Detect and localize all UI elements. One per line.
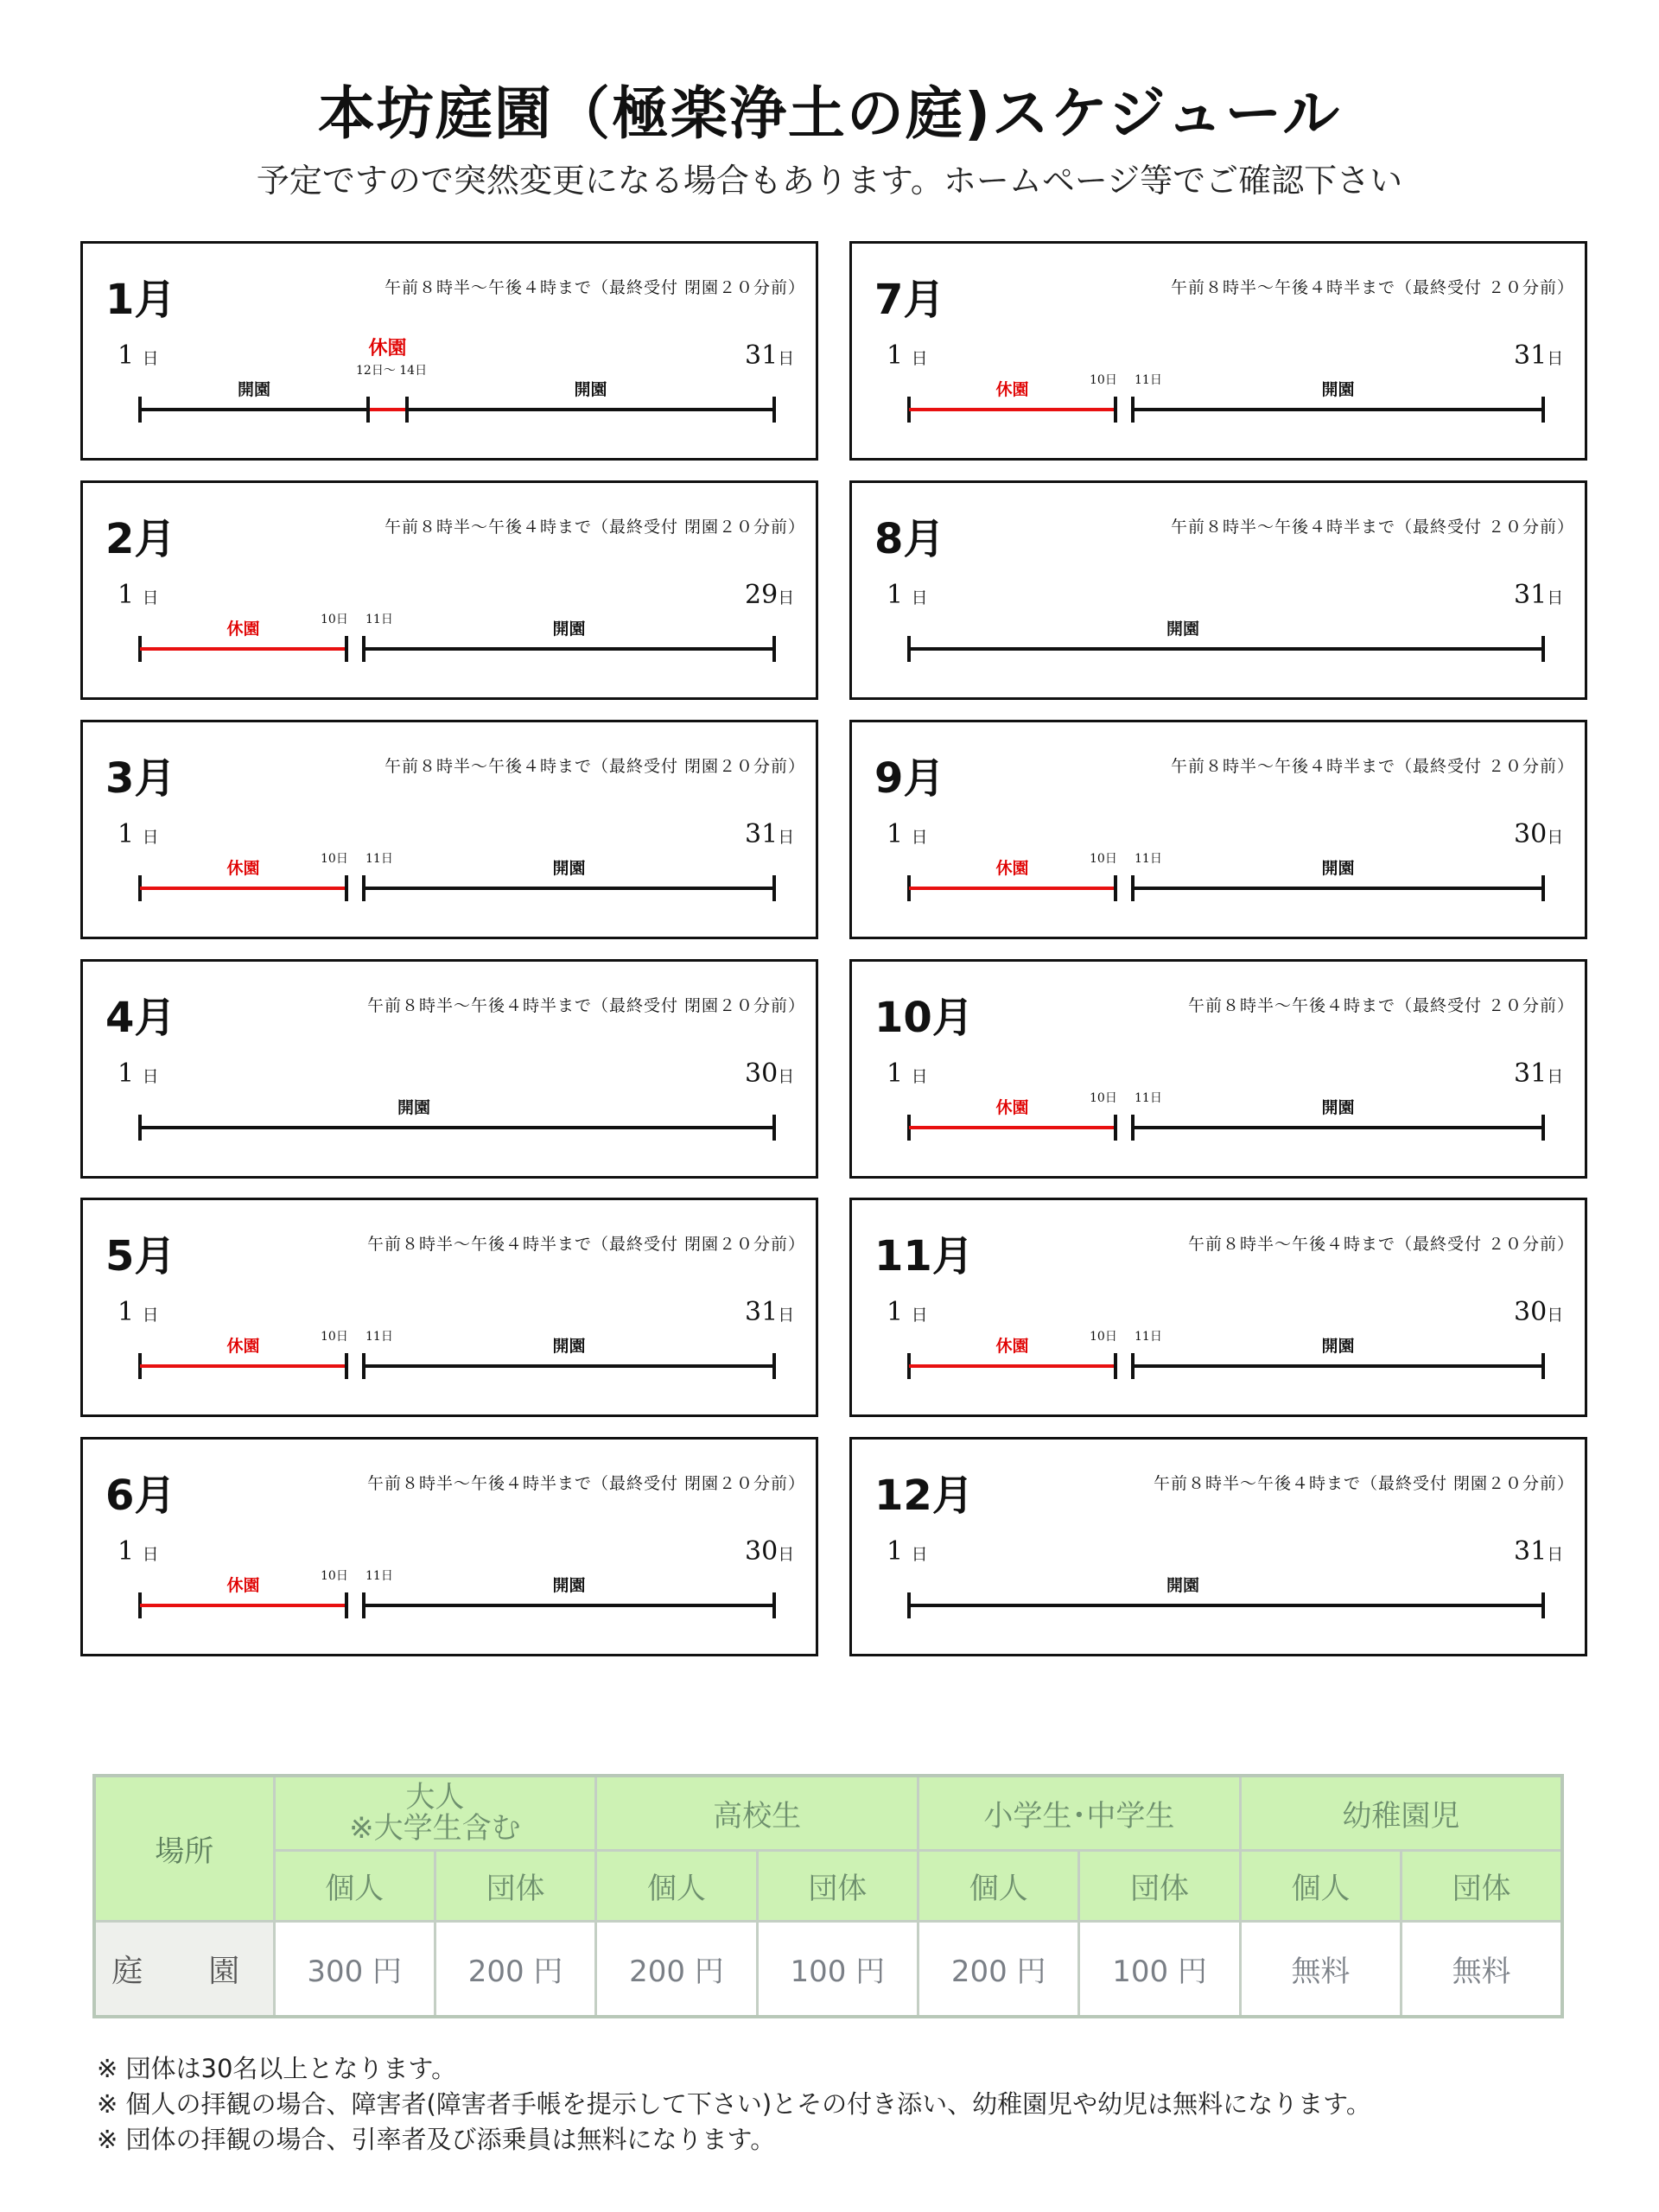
open-label: 開園 bbox=[1166, 620, 1200, 639]
closure-end-tick bbox=[345, 636, 348, 662]
fee-subheader: 団体 bbox=[1079, 1850, 1240, 1921]
opening-hours: 午前８時半～午後４時半まで（最終受付 閉園２０分前） bbox=[366, 1474, 805, 1493]
closed-end-day: 10日 bbox=[321, 1330, 348, 1344]
month-label: 1月 bbox=[105, 276, 176, 324]
fee-subheader: 個人 bbox=[596, 1850, 757, 1921]
open-label: 開園 bbox=[552, 859, 586, 878]
fee-value: 300 円 bbox=[274, 1921, 435, 2017]
open-label: 開園 bbox=[552, 1576, 586, 1595]
month-label: 3月 bbox=[105, 754, 176, 803]
closed-label: 休園 bbox=[226, 620, 260, 639]
open-label: 開園 bbox=[237, 380, 271, 399]
open-start-tick bbox=[1131, 397, 1135, 423]
open-period-line bbox=[1133, 887, 1543, 890]
closed-range-note: 12日～ 14日 bbox=[356, 364, 428, 378]
month-box bbox=[80, 1437, 818, 1656]
fee-value: 100 円 bbox=[1079, 1921, 1240, 2017]
last-day-label: 30日 bbox=[745, 1536, 795, 1567]
month-box bbox=[80, 480, 818, 700]
last-day-label: 31日 bbox=[745, 819, 795, 849]
month-box bbox=[849, 959, 1587, 1179]
open-start-day: 11日 bbox=[365, 1569, 393, 1583]
fee-value: 200 円 bbox=[596, 1921, 757, 2017]
first-day-label: 1 日 bbox=[118, 1058, 159, 1089]
last-day-label: 31日 bbox=[1514, 1058, 1564, 1089]
open-label: 開園 bbox=[1321, 859, 1355, 878]
page-subtitle: 予定ですので突然変更になる場合もあります。ホームページ等でご確認下さい bbox=[256, 162, 1403, 200]
fee-value: 無料 bbox=[1240, 1921, 1401, 2017]
open-start-day: 11日 bbox=[365, 613, 393, 626]
closed-end-day: 10日 bbox=[321, 852, 348, 866]
open-label: 開園 bbox=[552, 620, 586, 639]
open-start-tick bbox=[1131, 1353, 1135, 1379]
last-day-label: 29日 bbox=[745, 580, 795, 610]
open-period-line bbox=[364, 647, 774, 651]
first-day-label: 1 日 bbox=[118, 340, 159, 371]
opening-hours: 午前８時半～午後４時半まで（最終受付 ２０分前） bbox=[1170, 278, 1574, 297]
month-box bbox=[80, 720, 818, 939]
open-period-line bbox=[1133, 1126, 1543, 1129]
open-label: 開園 bbox=[1321, 1337, 1355, 1356]
month-box bbox=[80, 959, 818, 1179]
closed-label: 休園 bbox=[995, 1337, 1029, 1356]
last-day-label: 30日 bbox=[1514, 1297, 1564, 1327]
fee-row-label-garden: 庭 園 bbox=[94, 1921, 274, 2017]
fee-value: 200 円 bbox=[435, 1921, 595, 2017]
closed-label: 休園 bbox=[995, 1098, 1029, 1117]
closure-end-tick bbox=[1114, 1353, 1117, 1379]
first-day-label: 1 日 bbox=[118, 1536, 159, 1567]
open-start-day: 11日 bbox=[1135, 1091, 1162, 1105]
closure-end-tick bbox=[1114, 875, 1117, 901]
open-period-line bbox=[1133, 408, 1543, 411]
first-day-label: 1 日 bbox=[887, 1058, 928, 1089]
fee-subheader: 団体 bbox=[435, 1850, 595, 1921]
closure-end-tick bbox=[345, 1592, 348, 1618]
last-day-label: 31日 bbox=[745, 1297, 795, 1327]
open-start-tick bbox=[1131, 875, 1135, 901]
opening-hours: 午前８時半～午後４時まで（最終受付 閉園２０分前） bbox=[384, 757, 805, 776]
fee-subheader: 個人 bbox=[918, 1850, 1079, 1921]
open-label: 開園 bbox=[552, 1337, 586, 1356]
first-day-label: 1 日 bbox=[887, 340, 928, 371]
open-period-line bbox=[909, 647, 1543, 651]
fee-header-elementary-junior: 小学生･中学生 bbox=[918, 1776, 1241, 1850]
first-day-label: 1 日 bbox=[118, 580, 159, 610]
closed-end-day: 10日 bbox=[1090, 1091, 1117, 1105]
month-label: 9月 bbox=[874, 754, 945, 803]
closed-label: 休園 bbox=[995, 380, 1029, 399]
closure-end-tick bbox=[405, 397, 409, 423]
opening-hours: 午前８時半～午後４時半まで（最終受付 閉園２０分前） bbox=[366, 1235, 805, 1254]
closed-label: 休園 bbox=[368, 337, 407, 359]
open-period-line bbox=[364, 887, 774, 890]
first-day-label: 1 日 bbox=[118, 1297, 159, 1327]
month-label: 6月 bbox=[105, 1471, 176, 1520]
first-day-label: 1 日 bbox=[887, 580, 928, 610]
closure-end-tick bbox=[1114, 1115, 1117, 1141]
last-day-label: 31日 bbox=[1514, 580, 1564, 610]
closure-end-tick bbox=[345, 1353, 348, 1379]
fee-value: 200 円 bbox=[918, 1921, 1079, 2017]
closure-end-tick bbox=[345, 875, 348, 901]
month-label: 5月 bbox=[105, 1232, 176, 1281]
closed-label: 休園 bbox=[226, 1576, 260, 1595]
open-start-day: 11日 bbox=[1135, 1330, 1162, 1344]
open-period-line bbox=[407, 408, 774, 411]
fee-value: 100 円 bbox=[757, 1921, 918, 2017]
opening-hours: 午前８時半～午後４時半まで（最終受付 ２０分前） bbox=[1170, 518, 1574, 537]
month-label: 2月 bbox=[105, 515, 176, 563]
fee-header-highschool: 高校生 bbox=[596, 1776, 918, 1850]
closed-end-day: 10日 bbox=[1090, 852, 1117, 866]
closed-period-line bbox=[909, 1126, 1116, 1129]
closed-end-day: 10日 bbox=[1090, 373, 1117, 387]
open-label: 開園 bbox=[1321, 380, 1355, 399]
open-label: 開園 bbox=[574, 380, 607, 399]
closed-period-line bbox=[909, 408, 1116, 411]
open-label: 開園 bbox=[1166, 1576, 1200, 1595]
page-title: 本坊庭園（極楽浄土の庭)スケジュール bbox=[317, 80, 1342, 147]
first-day-label: 1 日 bbox=[118, 819, 159, 849]
fee-header-kindergarten: 幼稚園児 bbox=[1240, 1776, 1562, 1850]
month-label: 7月 bbox=[874, 276, 945, 324]
closed-period-line bbox=[140, 1364, 346, 1368]
closed-period-line bbox=[140, 887, 346, 890]
note-item: ※ 団体は30名以上となります。 bbox=[97, 2054, 457, 2083]
open-start-day: 11日 bbox=[1135, 373, 1162, 387]
note-item: ※ 団体の拝観の場合、引率者及び添乗員は無料になります。 bbox=[97, 2125, 776, 2154]
open-period-line bbox=[140, 1126, 774, 1129]
month-box bbox=[80, 241, 818, 461]
first-day-label: 1 日 bbox=[887, 1297, 928, 1327]
month-label: 4月 bbox=[105, 994, 176, 1042]
fee-value: 無料 bbox=[1402, 1921, 1562, 2017]
open-start-tick bbox=[362, 1592, 365, 1618]
open-start-tick bbox=[362, 1353, 365, 1379]
closed-end-day: 10日 bbox=[1090, 1330, 1117, 1344]
fee-subheader: 団体 bbox=[1402, 1850, 1562, 1921]
month-box bbox=[849, 1437, 1587, 1656]
month-label: 10月 bbox=[874, 994, 974, 1042]
open-period-line bbox=[1133, 1364, 1543, 1368]
closed-period-line bbox=[140, 647, 346, 651]
month-box bbox=[80, 1198, 818, 1417]
month-box bbox=[849, 241, 1587, 461]
open-label: 開園 bbox=[1321, 1098, 1355, 1117]
closure-end-tick bbox=[1114, 397, 1117, 423]
closed-period-line bbox=[140, 1604, 346, 1607]
month-box bbox=[849, 480, 1587, 700]
open-start-day: 11日 bbox=[1135, 852, 1162, 866]
open-label: 開園 bbox=[397, 1098, 431, 1117]
opening-hours: 午前８時半～午後４時まで（最終受付 閉園２０分前） bbox=[1153, 1474, 1574, 1493]
first-day-label: 1 日 bbox=[887, 819, 928, 849]
month-label: 8月 bbox=[874, 515, 945, 563]
fee-subheader: 個人 bbox=[1240, 1850, 1401, 1921]
last-day-label: 30日 bbox=[745, 1058, 795, 1089]
closed-label: 休園 bbox=[226, 1337, 260, 1356]
open-period-line bbox=[364, 1604, 774, 1607]
month-box bbox=[849, 720, 1587, 939]
fee-table bbox=[92, 1774, 1564, 2018]
note-item: ※ 個人の拝観の場合、障害者(障害者手帳を提示して下さい)とその付き添い、幼稚園児や幼児は無料になります。 bbox=[97, 2089, 1371, 2119]
open-start-day: 11日 bbox=[365, 1330, 393, 1344]
fee-subheader: 団体 bbox=[757, 1850, 918, 1921]
closed-period-line bbox=[909, 1364, 1116, 1368]
opening-hours: 午前８時半～午後４時半まで（最終受付 ２０分前） bbox=[1170, 757, 1574, 776]
closed-end-day: 10日 bbox=[321, 613, 348, 626]
open-period-line bbox=[364, 1364, 774, 1368]
closure-start-tick bbox=[366, 397, 370, 423]
closed-label: 休園 bbox=[226, 859, 260, 878]
first-day-label: 1 日 bbox=[887, 1536, 928, 1567]
fee-header-adult: 大人 ※大学生含む bbox=[274, 1776, 596, 1850]
opening-hours: 午前８時半～午後４時まで（最終受付 ２０分前） bbox=[1187, 1235, 1574, 1254]
last-day-label: 31日 bbox=[745, 340, 795, 371]
notes-section bbox=[97, 2051, 1371, 2158]
open-period-line bbox=[909, 1604, 1543, 1607]
open-start-tick bbox=[1131, 1115, 1135, 1141]
opening-hours: 午前８時半～午後４時まで（最終受付 閉園２０分前） bbox=[384, 518, 805, 537]
opening-hours: 午前８時半～午後４時まで（最終受付 ２０分前） bbox=[1187, 996, 1574, 1015]
closed-end-day: 10日 bbox=[321, 1569, 348, 1583]
open-start-tick bbox=[362, 875, 365, 901]
closed-label: 休園 bbox=[995, 859, 1029, 878]
last-day-label: 31日 bbox=[1514, 340, 1564, 371]
opening-hours: 午前８時半～午後４時半まで（最終受付 閉園２０分前） bbox=[366, 996, 805, 1015]
fee-header-place: 場所 bbox=[94, 1776, 274, 1921]
month-box bbox=[849, 1198, 1587, 1417]
last-day-label: 30日 bbox=[1514, 819, 1564, 849]
closed-period-line bbox=[909, 887, 1116, 890]
month-label: 11月 bbox=[874, 1232, 974, 1281]
opening-hours: 午前８時半～午後４時まで（最終受付 閉園２０分前） bbox=[384, 278, 805, 297]
month-label: 12月 bbox=[874, 1471, 974, 1520]
last-day-label: 31日 bbox=[1514, 1536, 1564, 1567]
open-start-day: 11日 bbox=[365, 852, 393, 866]
fee-subheader: 個人 bbox=[274, 1850, 435, 1921]
open-start-tick bbox=[362, 636, 365, 662]
closed-period-line bbox=[368, 408, 407, 411]
open-period-line bbox=[140, 408, 368, 411]
